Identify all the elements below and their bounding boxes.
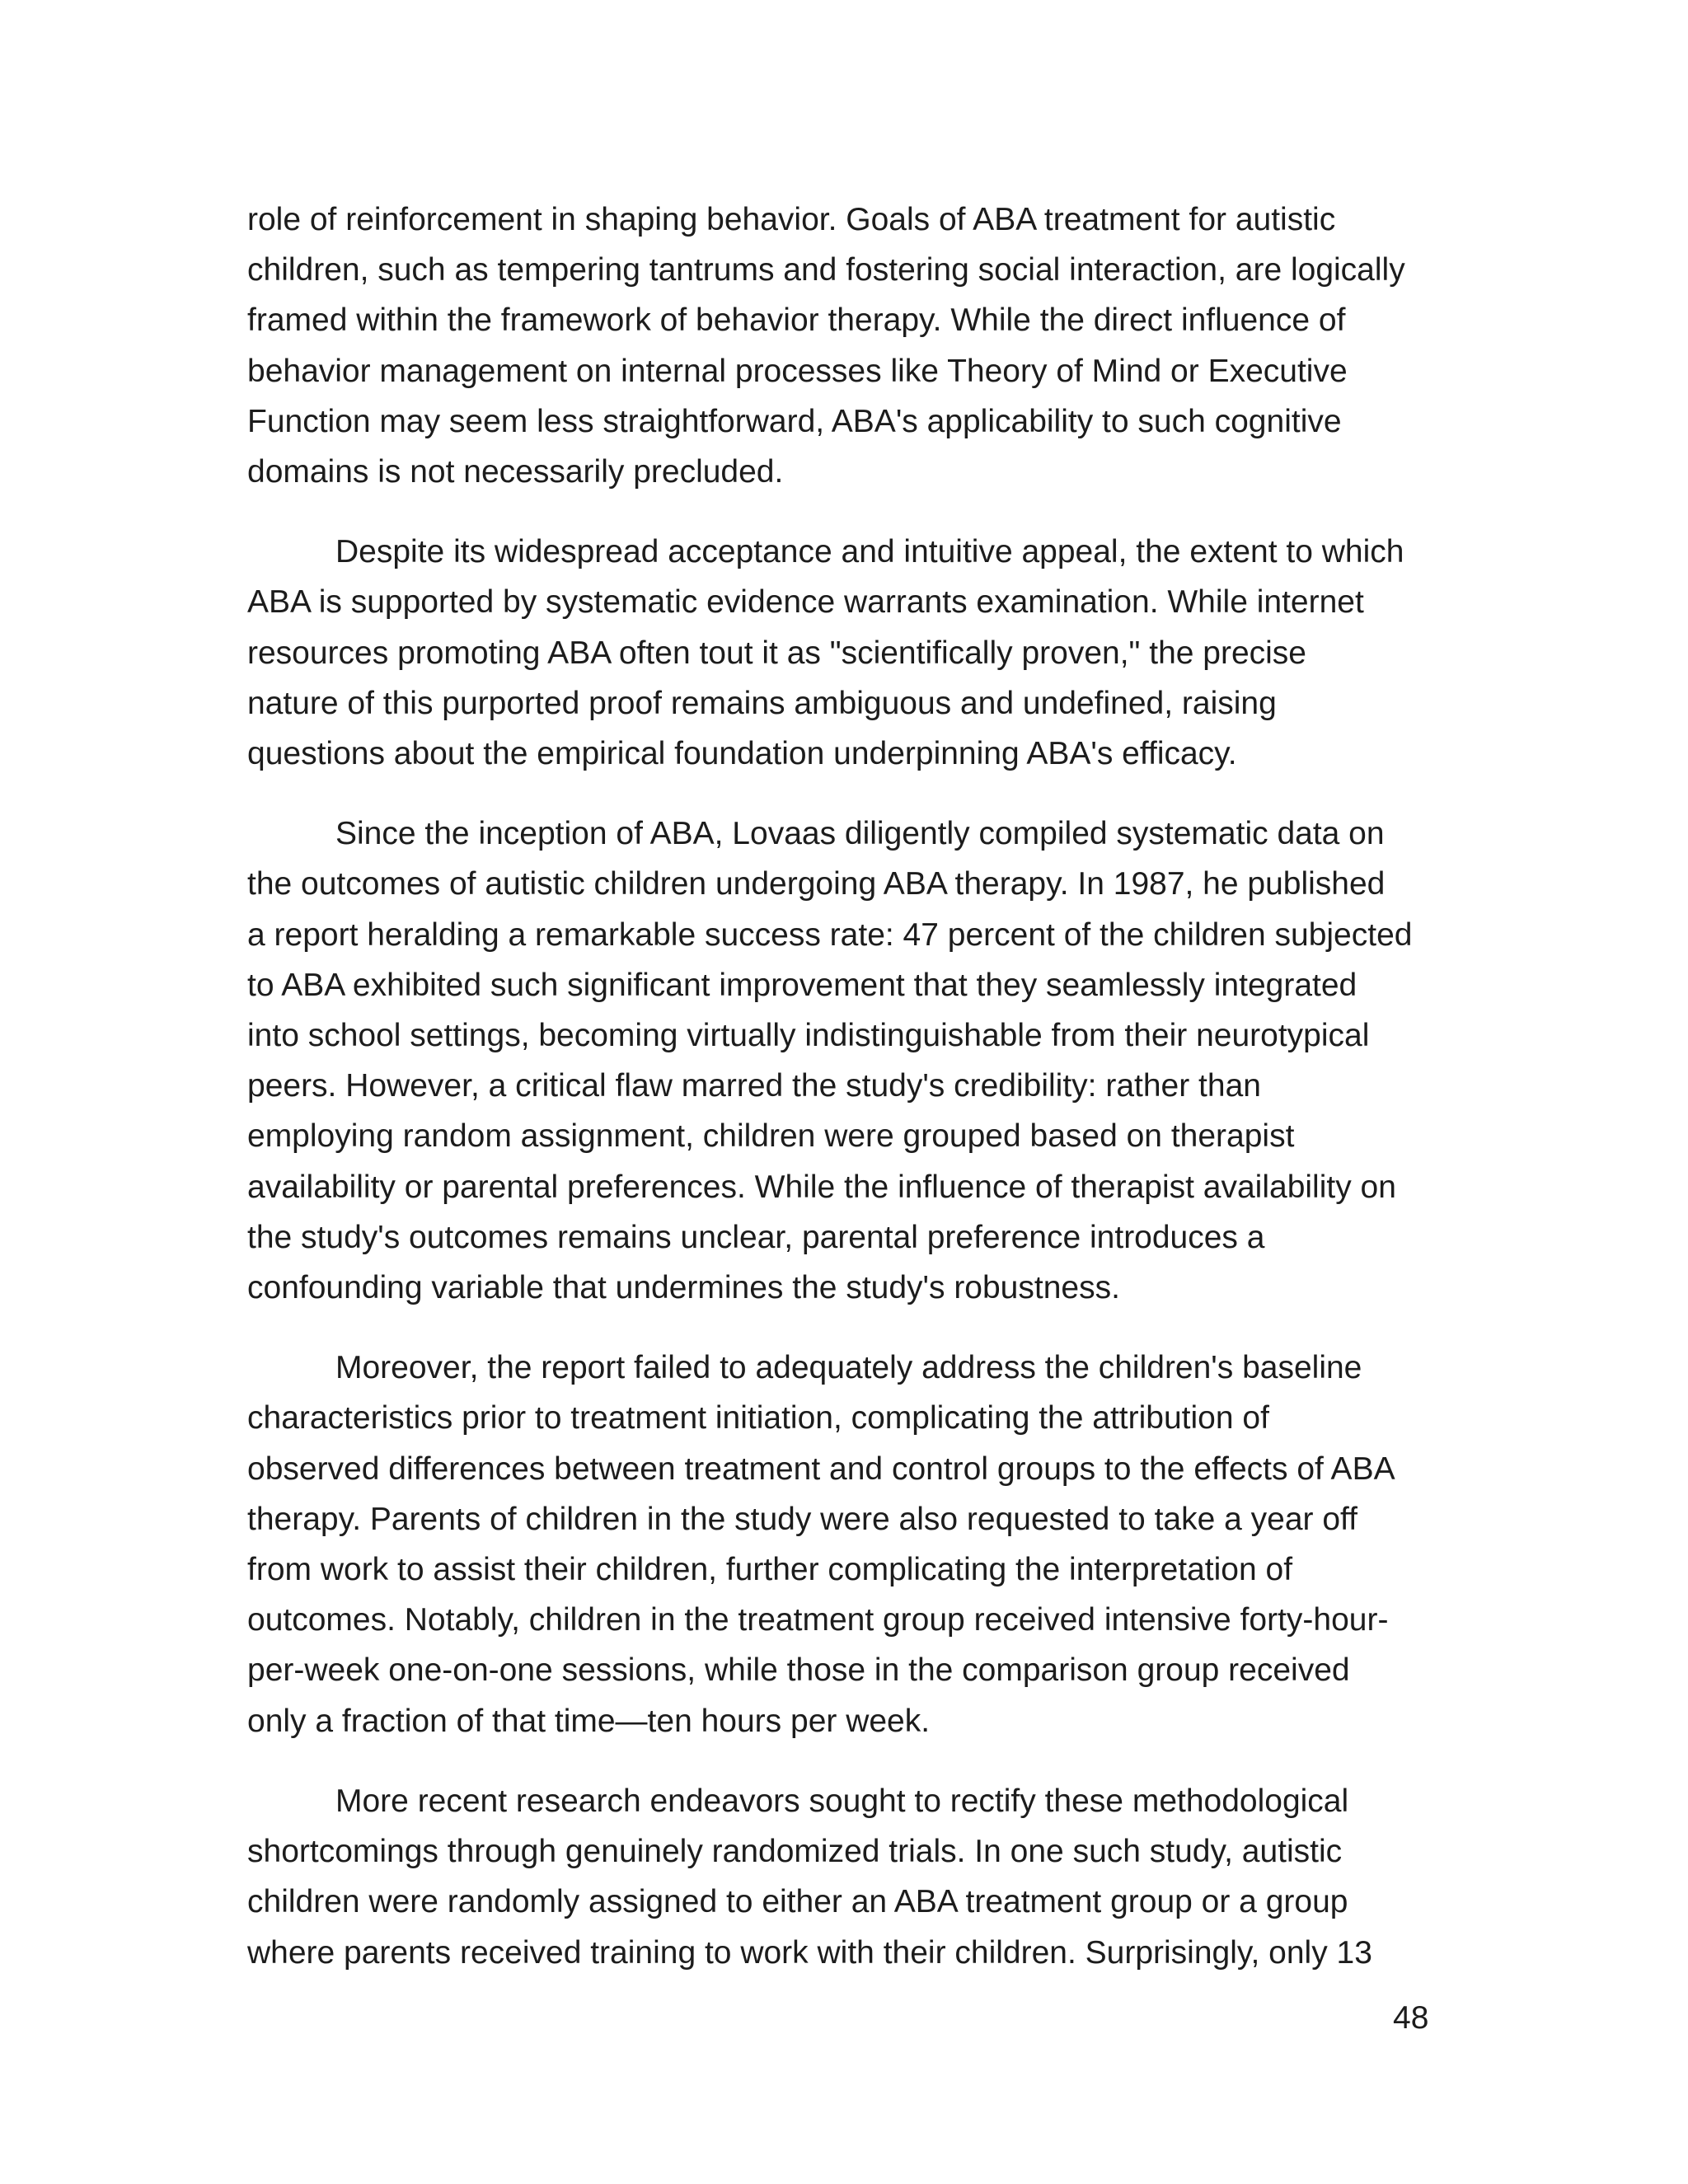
text-line: only a fraction of that time—ten hours per week.	[247, 1703, 931, 1739]
paragraph-1	[247, 194, 1442, 497]
text-line: the outcomes of autistic children undergoing ABA therapy. In 1987, he published	[247, 866, 1386, 902]
text-line: Moreover, the report failed to adequately address the children's baseline	[335, 1350, 1362, 1386]
text-line: nature of this purported proof remains ambiguous and undefined, raising	[247, 685, 1277, 721]
text-line: into school settings, becoming virtually indistinguishable from their neurotypical	[247, 1018, 1370, 1054]
paragraph-5	[247, 1776, 1442, 1978]
text-line: children, such as tempering tantrums and fostering social interaction, are logically	[247, 252, 1405, 288]
text-line: to ABA exhibited such significant improvement that they seamlessly integrated	[247, 967, 1357, 1003]
paragraph-2	[247, 527, 1442, 779]
page-number: 48	[1393, 2000, 1429, 2036]
text-line: More recent research endeavors sought to rectify these methodological	[335, 1783, 1349, 1819]
text-line: behavior management on internal processes like Theory of Mind or Executive	[247, 353, 1348, 389]
text-line: outcomes. Notably, children in the treatment group received intensive forty-hour-	[247, 1602, 1389, 1638]
text-line: peers. However, a critical flaw marred the study's credibility: rather than	[247, 1068, 1261, 1104]
text-line: from work to assist their children, further complicating the interpretation of	[247, 1552, 1293, 1588]
text-line: per-week one-on-one sessions, while those in the comparison group received	[247, 1652, 1350, 1689]
text-line: availability or parental preferences. While the influence of therapist availability on	[247, 1169, 1396, 1205]
text-line: domains is not necessarily precluded.	[247, 454, 784, 490]
text-line: Despite its widespread acceptance and intuitive appeal, the extent to which	[335, 534, 1404, 570]
text-line: role of reinforcement in shaping behavior. Goals of ABA treatment for autistic	[247, 202, 1336, 237]
text-line: ABA is supported by systematic evidence warrants examination. While internet	[247, 584, 1364, 621]
text-line: the study's outcomes remains unclear, parental preference introduces a	[247, 1219, 1265, 1255]
text-line: confounding variable that undermines the study's robustness.	[247, 1270, 1120, 1306]
text-line: shortcomings through genuinely randomized trials. In one such study, autistic	[247, 1834, 1343, 1870]
text-line: Since the inception of ABA, Lovaas diligently compiled systematic data on	[335, 816, 1385, 852]
text-line: employing random assignment, children were grouped based on therapist	[247, 1118, 1295, 1155]
text-line: resources promoting ABA often tout it as "scientifically proven," the precise	[247, 635, 1307, 671]
text-line: where parents received training to work with their children. Surprisingly, only 13	[247, 1934, 1372, 1971]
paragraph-3	[247, 808, 1442, 1313]
text-line: therapy. Parents of children in the study were also requested to take a year off	[247, 1501, 1358, 1537]
text-line: questions about the empirical foundation underpinning ABA's efficacy.	[247, 736, 1237, 772]
document-page	[247, 194, 1442, 2008]
text-line: children were randomly assigned to either an ABA treatment group or a group	[247, 1884, 1348, 1920]
text-line: a report heralding a remarkable success rate: 47 percent of the children subjected	[247, 916, 1413, 953]
text-line: framed within the framework of behavior therapy. While the direct influence of	[247, 302, 1346, 339]
text-line: observed differences between treatment and control groups to the effects of ABA	[247, 1451, 1395, 1487]
text-line: Function may seem less straightforward, ABA's applicability to such cognitive	[247, 403, 1342, 439]
text-line: characteristics prior to treatment initiation, complicating the attribution of	[247, 1400, 1269, 1436]
paragraph-4	[247, 1343, 1442, 1746]
